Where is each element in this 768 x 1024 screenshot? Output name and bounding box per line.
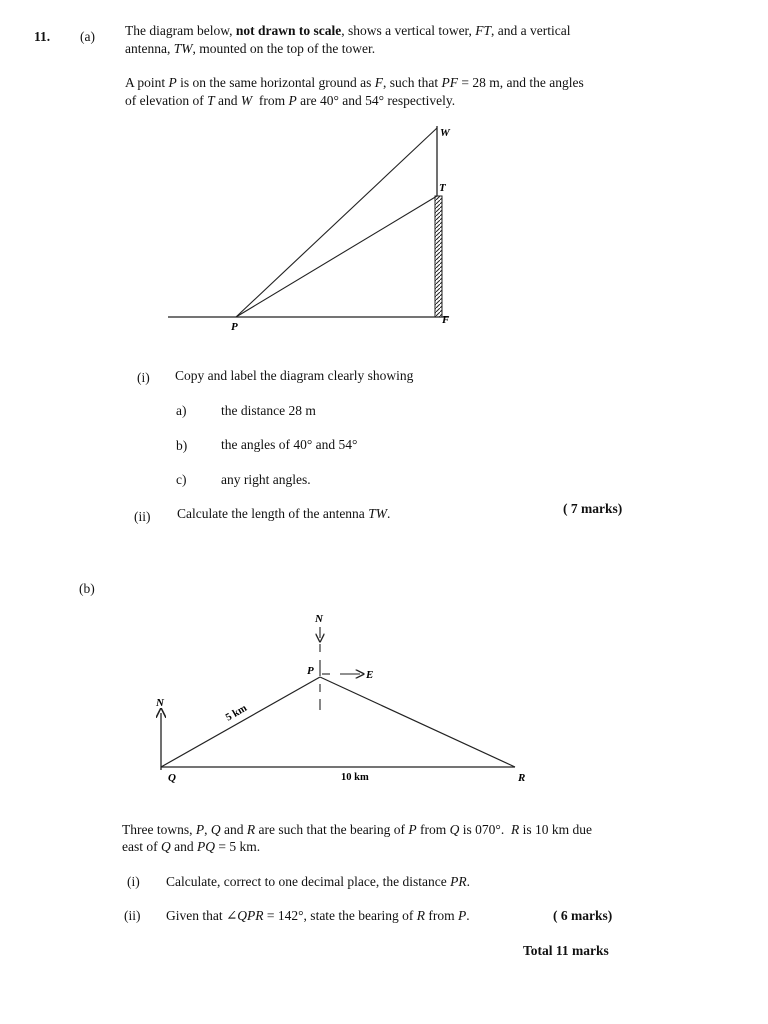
part-a-intro-line2: antenna, TW, mounted on the top of the tower. — [125, 41, 376, 56]
item-label: a) — [176, 403, 187, 418]
label-r: R — [518, 772, 526, 784]
label-q: Q — [168, 772, 176, 784]
label-w: W — [440, 127, 450, 139]
part-b-label: (b) — [79, 581, 95, 596]
label-p-b: P — [307, 665, 314, 677]
part-a-sub-i-label: (i) — [137, 370, 150, 385]
item-text: the distance 28 m — [221, 403, 316, 418]
item-text: any right angles. — [221, 472, 311, 487]
label-north-q: N — [156, 697, 164, 709]
part-a-marks: ( 7 marks) — [563, 501, 623, 516]
label-north-p: N — [315, 613, 323, 625]
part-b-sub-ii-label: (ii) — [124, 908, 141, 923]
part-a-given-line2: of elevation of T and W from P are 40° and 54° respectively. — [125, 93, 456, 108]
label-p: P — [231, 321, 238, 333]
label-pq-distance: 5 km — [224, 702, 249, 724]
part-a-sub-ii-label: (ii) — [134, 509, 151, 524]
item-text: the angles of 40° and 54° — [221, 437, 358, 452]
item-label: b) — [176, 438, 188, 453]
total-marks: Total 11 marks — [523, 943, 609, 958]
line-qp — [161, 677, 320, 767]
part-b-marks: ( 6 marks) — [553, 908, 613, 923]
part-a-sub-ii-text: Calculate the length of the antenna TW. — [177, 506, 391, 521]
part-b-sub-ii-text: Given that ∠QPR = 142°, state the bearing of R from P. — [166, 908, 470, 923]
part-b-sub-i-text: Calculate, correct to one decimal place, the distance PR. — [166, 874, 470, 889]
part-a-given-line1: A point P is on the same horizontal ground as F, such that PF = 28 m, and the angles — [125, 75, 584, 90]
part-a-label: (a) — [80, 29, 95, 44]
item-label: c) — [176, 472, 187, 487]
part-a-intro-line1: The diagram below, not drawn to scale, shows a vertical tower, FT, and a vertical — [125, 23, 571, 38]
question-number: 11. — [34, 29, 51, 44]
label-f: F — [442, 314, 450, 326]
line-pr — [320, 677, 515, 767]
part-b-sub-i-label: (i) — [127, 874, 140, 889]
label-e: E — [366, 669, 374, 681]
label-qr-distance: 10 km — [341, 772, 369, 783]
part-b-intro-line1: Three towns, P, Q and R are such that the bearing of P from Q is 070°. R is 10 km due — [122, 822, 592, 837]
part-a-sub-i-text: Copy and label the diagram clearly showing — [175, 368, 414, 383]
part-b-intro-line2: east of Q and PQ = 5 km. — [122, 839, 261, 854]
label-t: T — [439, 182, 446, 194]
